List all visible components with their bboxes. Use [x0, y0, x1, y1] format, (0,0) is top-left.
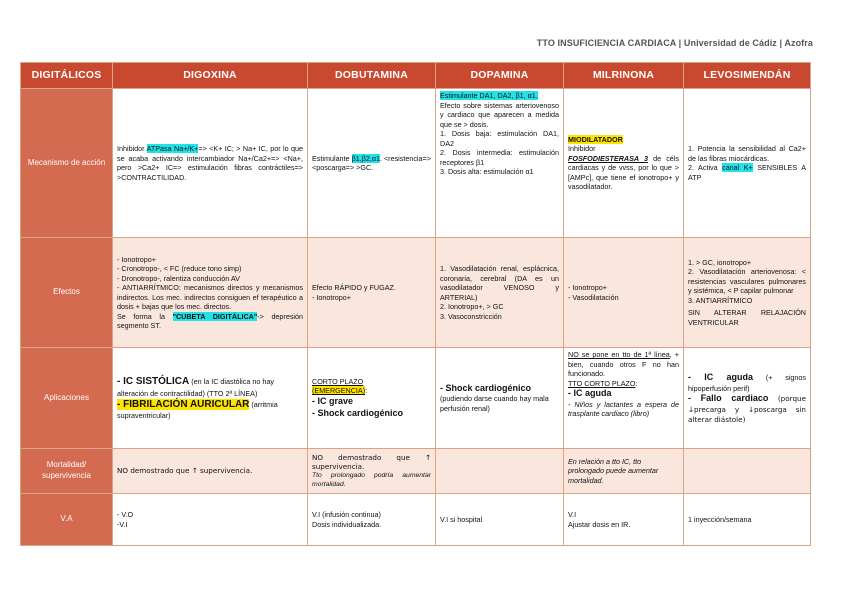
text: - V.O [117, 510, 134, 519]
highlight: β1,β2,α1 [351, 153, 380, 163]
text: - Fallo cardiaco [688, 393, 769, 404]
text: (+ signos hipoperfusión perif) [688, 372, 806, 393]
text: 2. Vasodilatación arteriovenosa: < resistencias vasculares pulmonares y sistémica, < P capilar pulmonar [688, 267, 806, 296]
text: Inhibidor [568, 144, 596, 153]
text: NO se pone en tto de 1ª línea [568, 350, 670, 359]
row-va [21, 494, 811, 546]
text: Efecto RÁPIDO y FUGAZ. [312, 283, 396, 292]
cell-efectos-dobutamina [308, 238, 436, 348]
header-row [21, 63, 811, 89]
text: Se forma la [117, 311, 173, 321]
text: Estimulante [312, 153, 352, 163]
cell-mecanismo-milrinona [564, 89, 684, 238]
text: 2. Ionotropo+, > GC [440, 302, 504, 311]
row-label-aplicaciones: Aplicaciones [21, 348, 113, 449]
col-header-levosimendan: LEVOSIMENDÁN [684, 63, 811, 89]
cell-va-dobutamina [308, 494, 436, 546]
highlight: - FIBRILACIÓN AURICULAR [117, 399, 250, 410]
text: Tto prolongado podría aumentar mortalidad. [312, 471, 431, 488]
cell-mecanismo-dopamina [436, 89, 564, 238]
text: 1. Dosis baja: estimulación DA1, DA2 [440, 129, 559, 148]
text: 1. Vasodilatación renal, esplácnica, coronaria, cerebral (DA es un vasodilatador VENOSO y ARTERIAL) [440, 264, 559, 302]
cell-mortalidad-dobutamina [308, 449, 436, 494]
text: - IC aguda [568, 388, 612, 398]
text: Efecto sobre sistemas arteriovenoso y cardiaco que aparecen a medida que se > dosis. [440, 100, 559, 129]
cell-mortalidad-dopamina [436, 449, 564, 494]
text: V.I (infusión continua) [312, 510, 381, 519]
highlight: ATPasa Na+/K+ [146, 144, 199, 153]
text: . <resistencia=> <poscarga=> >GC. [312, 153, 431, 172]
highlight: "CUBETA DIGITÁLICA" [172, 311, 258, 321]
row-label-va: V.A [21, 494, 113, 546]
text: - Shock cardiogénico [440, 382, 532, 393]
highlight: canal K+ [722, 163, 753, 172]
col-header-dopamina: DOPAMINA [436, 63, 564, 89]
text: TTO CORTO PLAZO [568, 378, 636, 388]
text: (en la IC diastólica no hay alteración de contractilidad) (TTO 2ª LÍNEA) [117, 377, 274, 398]
text: => <K+ IC; > Na+ IC, por lo que se acaba activando intercambiador Na+/Ca2+=> <Na+, pero >Ca2+ IC=> estimulación fibras contráctiles=> >CONTRACTILIDAD. [117, 144, 303, 182]
cell-va-levosimendan: 1 inyección/semana [684, 494, 811, 546]
text: - Ionotropo+ [312, 292, 351, 302]
cell-efectos-dopamina [436, 238, 564, 348]
text: CORTO PLAZO [312, 376, 364, 386]
cell-mecanismo-levosimendan [684, 89, 811, 238]
text: - IC aguda [688, 371, 754, 382]
cell-mecanismo-dobutamina [308, 89, 436, 238]
text: 3. ANTIARRÍTMICO [688, 295, 753, 305]
cell-aplicaciones-dobutamina [308, 348, 436, 449]
text: 3. Vasoconstricción [440, 311, 502, 321]
row-label-mecanismo: Mecanismo de acción [21, 89, 113, 238]
text: NO demostrado que ↑ supervivencia. [312, 452, 431, 472]
row-aplicaciones [21, 348, 811, 449]
text: SIN ALTERAR RELAJACIÓN VENTRICULAR [688, 308, 806, 327]
text: - Ionotropo+ [117, 254, 156, 264]
cell-aplicaciones-levosimendan [684, 348, 811, 449]
col-header-dobutamina: DOBUTAMINA [308, 63, 436, 89]
cell-mortalidad-levosimendan [684, 449, 811, 494]
text: - Shock cardiogénico [312, 407, 404, 418]
text: - ANTIARRÍTMICO: mecanismos directos y mecanismos indirectos. Los mec. indirectos consiguen ef terapéutico a dosis + bajas que los mec. directos. [117, 283, 303, 311]
text: Ajustar dosis en IR. [568, 519, 631, 529]
text: : [635, 378, 638, 388]
text: - Ionotropo+ [568, 283, 607, 292]
text: - Niños y lactantes a espera de trasplante cardiaco (libro) [568, 399, 679, 419]
text: - Cronotropo-, < FC (reduce tono simp) [117, 264, 242, 273]
cell-efectos-levosimendan [684, 238, 811, 348]
cell-aplicaciones-milrinona [564, 348, 684, 449]
row-label-mortalidad: Mortalidad/ supervivencia [21, 449, 113, 494]
text: SENSIBLES A ATP [688, 163, 806, 182]
text: 2. Activa [688, 163, 723, 172]
cell-efectos-milrinona [564, 238, 684, 348]
cell-mortalidad-digoxina: NO demostrado que ↑ supervivencia. [113, 449, 308, 494]
highlight: Estimulante DA1, DA2, β1, α1. [440, 91, 538, 100]
row-mecanismo [21, 89, 811, 238]
text: , + bien, cuando otros F no han funcionado. [568, 350, 679, 378]
text: 1. Potencia la sensibilidad al Ca2+ de las fibras miocárdicas. [688, 144, 806, 163]
text: V.I [568, 510, 577, 519]
text: 2. Dosis intermedia: estimulación receptores β1 [440, 148, 559, 167]
text: - Dronotropo-, ralentiza conducción AV [117, 273, 240, 283]
text: -> depresión segmento ST. [117, 311, 304, 330]
col-header-digitalicos: DIGITÁLICOS [21, 63, 113, 89]
text: 3. Dosis alta: estimulación α1 [440, 167, 534, 176]
document-header: TTO INSUFICIENCIA CARDIACA | Universidad de Cádiz | Azofra [536, 38, 813, 48]
cell-mecanismo-digoxina [113, 89, 308, 238]
text: (porque ↓precarga y ↓poscarga sin alterar diástole) [688, 394, 806, 424]
text: - IC grave [312, 395, 354, 406]
text: -V.I [117, 519, 128, 529]
text: - IC SISTÓLICA [117, 376, 190, 388]
col-header-milrinona: MILRINONA [564, 63, 684, 89]
cell-va-milrinona [564, 494, 684, 546]
cell-efectos-digoxina [113, 238, 308, 348]
text: (pudiendo darse cuando hay mala perfusión renal) [440, 394, 549, 413]
highlight: (EMERGENCIA) [312, 386, 366, 396]
text: (arritmia supraventricular) [117, 400, 278, 421]
text: FOSFODIESTERASA 3 [568, 153, 648, 163]
row-label-efectos: Efectos [21, 238, 113, 348]
cell-va-dopamina: V.I si hospital [436, 494, 564, 546]
row-efectos [21, 238, 811, 348]
text: - Vasodilatación [568, 292, 619, 302]
text: : [365, 386, 368, 396]
drug-comparison-table [20, 62, 811, 546]
cell-mortalidad-milrinona: En relación a tto IC, tto prolongado puede aumentar mortalidad. [564, 449, 684, 494]
text: Inhibidor [117, 144, 147, 153]
cell-va-digoxina [113, 494, 308, 546]
cell-aplicaciones-digoxina [113, 348, 308, 449]
cell-aplicaciones-dopamina [436, 348, 564, 449]
col-header-digoxina: DIGOXINA [113, 63, 308, 89]
text: de céls cardiacas y de vvss, por lo que > [AMPc], que tiene ef ionotropo+ y vasodilatador. [568, 153, 679, 191]
row-mortalidad [21, 449, 811, 494]
text: 1. > GC, ionotropo+ [688, 257, 752, 267]
highlight: MIODILATADOR [568, 134, 623, 144]
text: Dosis individualizada. [312, 519, 382, 529]
